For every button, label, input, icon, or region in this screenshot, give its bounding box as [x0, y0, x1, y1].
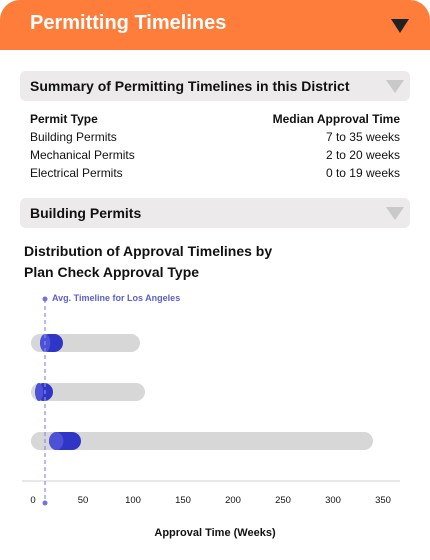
range-bar — [31, 432, 373, 450]
summary-table — [30, 112, 400, 184]
iqr-bar-highlight — [49, 432, 63, 450]
permit-type: Building Permits — [30, 130, 117, 144]
x-tick-label: 100 — [125, 495, 141, 506]
x-tick-label: 300 — [325, 495, 341, 506]
reference-marker-bottom — [43, 501, 48, 506]
summary-accordion[interactable] — [20, 71, 410, 101]
table-row — [30, 166, 400, 184]
chevron-down-icon[interactable] — [386, 80, 404, 93]
median-time: 0 to 19 weeks — [325, 166, 400, 180]
chart-title — [24, 241, 284, 283]
median-time: 2 to 20 weeks — [325, 148, 400, 162]
iqr-bar-highlight — [35, 383, 43, 401]
median-time: 7 to 35 weeks — [325, 130, 400, 144]
x-tick-label: 0 — [30, 495, 36, 506]
building-permits-accordion[interactable] — [20, 198, 410, 228]
x-tick-label: 350 — [375, 495, 391, 506]
permitting-header[interactable] — [0, 0, 430, 50]
x-tick-label: 50 — [77, 495, 89, 506]
table-header-row — [30, 112, 400, 130]
x-tick-label: 150 — [175, 495, 191, 506]
page-title: Permitting Timelines — [30, 12, 227, 34]
table-row — [30, 130, 400, 148]
approval-timeline-chart — [0, 285, 430, 515]
reference-marker-top — [43, 297, 48, 302]
permit-type: Mechanical Permits — [30, 148, 135, 162]
table-row — [30, 148, 400, 166]
column-header: Permit Type — [30, 112, 98, 126]
chart-title-line: Distribution of Approval Timelines by — [24, 243, 273, 259]
chart-title-line: Plan Check Approval Type — [24, 264, 200, 280]
reference-line-label: Avg. Timeline for Los Angeles — [52, 293, 181, 303]
x-axis-label: Approval Time (Weeks) — [154, 527, 276, 539]
permit-type: Electrical Permits — [30, 166, 123, 180]
chevron-down-icon[interactable] — [391, 19, 409, 33]
x-tick-label: 250 — [275, 495, 291, 506]
column-header: Median Approval Time — [272, 112, 400, 126]
summary-title: Summary of Permitting Timelines in this District — [30, 78, 350, 94]
x-tick-label: 200 — [225, 495, 241, 506]
chevron-down-icon[interactable] — [386, 207, 404, 220]
building-permits-title: Building Permits — [30, 205, 142, 221]
